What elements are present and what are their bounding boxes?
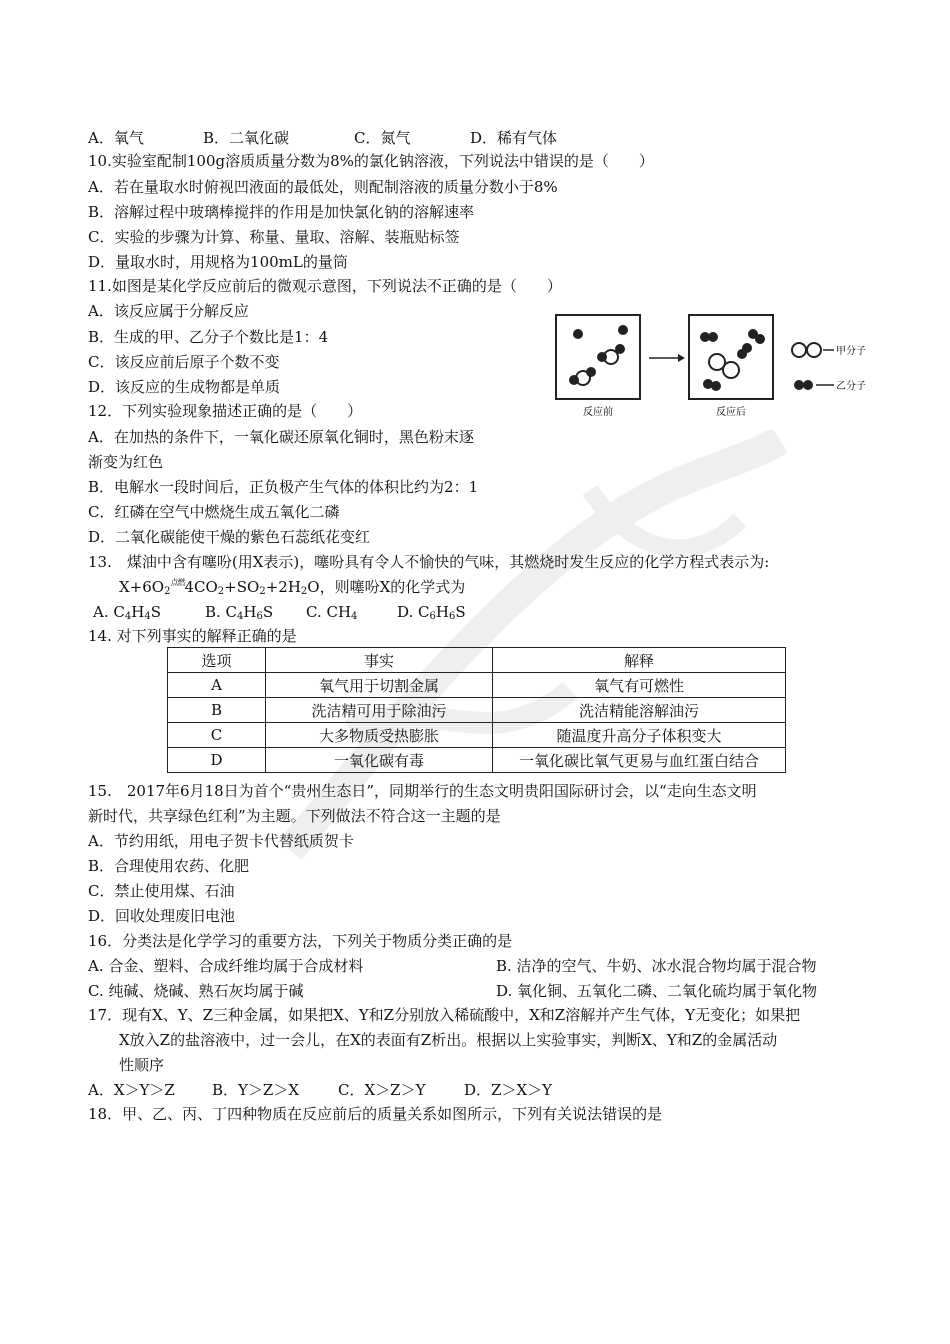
q10-option-c: C．实验的步骤为计算、称量、量取、溶解、装瓶贴标签 bbox=[88, 228, 460, 246]
q16-option-a: A. 合金、塑料、合成纤维均属于合成材料 bbox=[88, 957, 364, 975]
eq-condition: 点燃 bbox=[170, 578, 185, 587]
q9-option-b: B．二氧化碳 bbox=[203, 129, 290, 147]
table-cell: A bbox=[168, 673, 266, 698]
q11-option-c: C．该反应前后原子个数不变 bbox=[88, 353, 280, 371]
q16-option-b: B. 洁净的空气、牛奶、冰水混合物均属于混合物 bbox=[496, 957, 817, 975]
q16-stem: 16．分类法是化学学习的重要方法，下列关于物质分类正确的是 bbox=[88, 932, 513, 950]
table-cell: 一氧化碳比氧气更易与血红蛋白结合 bbox=[493, 748, 786, 773]
legend-a-molecule bbox=[792, 343, 834, 357]
table-header-row bbox=[168, 648, 786, 673]
q15-option-c: C．禁止使用煤、石油 bbox=[88, 882, 235, 900]
q10-option-b: B．溶解过程中玻璃棒搅拌的作用是加快氯化钠的溶解速率 bbox=[88, 203, 475, 221]
q13-option-d: D. $C_6H_6S$ bbox=[397, 603, 466, 622]
q17-option-c: C．X＞Z＞Y bbox=[338, 1081, 426, 1099]
q10-stem: 10.实验室配制100g溶质质量分数为8%的氯化钠溶液，下列说法中错误的是（ ） bbox=[88, 152, 654, 170]
q17-option-a: A．X＞Y＞Z bbox=[88, 1081, 175, 1099]
q11-option-a: A．该反应属于分解反应 bbox=[88, 302, 249, 320]
q15-option-d: D．回收处理废旧电池 bbox=[88, 907, 236, 925]
table-cell: C bbox=[168, 723, 266, 748]
table-cell: 氧气用于切割金属 bbox=[266, 673, 493, 698]
eq-tail: 则噻吩X的化学式为 bbox=[334, 578, 466, 596]
q11-option-d: D．该反应的生成物都是单质 bbox=[88, 378, 281, 396]
q17-stem-line3: 性顺序 bbox=[119, 1056, 165, 1074]
table-cell: 洗洁精可用于除油污 bbox=[266, 698, 493, 723]
legend-b-molecule bbox=[794, 380, 834, 390]
table-cell: B bbox=[168, 698, 266, 723]
q13-option-b: B. $C_4H_6S$ bbox=[205, 603, 274, 622]
table-row bbox=[168, 673, 786, 698]
eq-right: 4CO bbox=[184, 578, 218, 596]
table-cell: 大多物质受热膨胀 bbox=[266, 723, 493, 748]
q12-stem: 12．下列实验现象描述正确的是（ ） bbox=[88, 402, 363, 420]
reaction-diagram bbox=[553, 312, 893, 424]
table-cell: 氧气有可燃性 bbox=[493, 673, 786, 698]
q10-option-a: A．若在量取水时俯视凹液面的最低处，则配制溶液的质量分数小于8% bbox=[88, 178, 558, 196]
q15-option-b: B．合理使用农药、化肥 bbox=[88, 857, 250, 875]
q17-stem-line2: X放入Z的盐溶液中，过一会儿，在X的表面有Z析出。根据以上实验事实，判断X、Y和Z的金属活动 bbox=[119, 1031, 778, 1049]
reaction-arrow bbox=[649, 354, 685, 362]
q11-stem: 11.如图是某化学反应前后的微观示意图，下列说法不正确的是（ ） bbox=[88, 277, 562, 295]
reaction-after-box bbox=[689, 315, 773, 399]
table-cell: 洗洁精能溶解油污 bbox=[493, 698, 786, 723]
q12-option-d: D．二氧化碳能使干燥的紫色石蕊纸花变红 bbox=[88, 528, 371, 546]
q9-option-a: A．氧气 bbox=[88, 129, 144, 147]
q15-stem-line1: 15. 2017年6月18日为首个“贵州生态日”，同期举行的生态文明贵阳国际研讨会，以“走向生态文明 bbox=[88, 782, 757, 800]
q15-stem-line2: 新时代，共享绿色红利”为主题。下列做法不符合这一主题的是 bbox=[88, 807, 501, 825]
eq-left: X+6O bbox=[119, 578, 165, 596]
legend-a-label: 甲分子 bbox=[836, 346, 866, 357]
q16-option-c: C. 纯碱、烧碱、熟石灰均属于碱 bbox=[88, 982, 304, 1000]
q12-option-b: B．电解水一段时间后，正负极产生气体的体积比约为2：1 bbox=[88, 478, 479, 496]
q15-option-a: A．节约用纸，用电子贺卡代替纸质贺卡 bbox=[88, 832, 354, 850]
table-row bbox=[168, 723, 786, 748]
q16-option-d: D. 氧化铜、五氧化二磷、二氧化硫均属于氧化物 bbox=[496, 982, 818, 1000]
q9-option-d: D．稀有气体 bbox=[470, 129, 558, 147]
q17-option-b: B．Y＞Z＞X bbox=[212, 1081, 300, 1099]
q12-option-a-line2: 渐变为红色 bbox=[88, 453, 164, 471]
table-header: 选项 bbox=[168, 648, 266, 673]
q12-option-c: C．红磷在空气中燃烧生成五氧化二磷 bbox=[88, 503, 340, 521]
q13-equation: $X+6O_2^{点燃}4CO_2+SO_2+2H_2O$，则噻吩X的化学式为 bbox=[119, 578, 466, 597]
q10-option-d: D．量取水时，用规格为100mL的量筒 bbox=[88, 253, 348, 271]
q13-stem: 13. 煤油中含有噻吩(用X表示)，噻吩具有令人不愉快的气味，其燃烧时发生反应的化学方程式表示为: bbox=[88, 553, 770, 571]
q17-option-d: D．Z＞X＞Y bbox=[464, 1081, 553, 1099]
q12-option-a-line1: A．在加热的条件下，一氧化碳还原氧化铜时，黑色粉末逐 bbox=[88, 428, 474, 446]
q9-option-c: C．氮气 bbox=[354, 129, 411, 147]
q13-option-c: C. $CH_4$ bbox=[306, 603, 358, 622]
q17-stem-line1: 17．现有X、Y、Z三种金属，如果把X、Y和Z分别放入稀硫酸中，X和Z溶解并产生气体，Y无变化；如果把 bbox=[88, 1006, 801, 1024]
table-cell: 一氧化碳有毒 bbox=[266, 748, 493, 773]
legend-b-label: 乙分子 bbox=[836, 381, 866, 392]
table-header: 解释 bbox=[493, 648, 786, 673]
q13-option-a: A. $C_4H_4S$ bbox=[93, 603, 161, 622]
table-row bbox=[168, 698, 786, 723]
q14-stem: 14. 对下列事实的解释正确的是 bbox=[88, 627, 297, 645]
reaction-before-box bbox=[556, 315, 640, 399]
label-after: 反应后 bbox=[716, 407, 746, 418]
q18-stem: 18．甲、乙、丙、丁四种物质在反应前后的质量关系如图所示，下列有关说法错误的是 bbox=[88, 1105, 663, 1123]
table-cell: D bbox=[168, 748, 266, 773]
facts-table bbox=[167, 647, 786, 773]
q11-option-b: B．生成的甲、乙分子个数比是1：4 bbox=[88, 328, 329, 346]
table-cell: 随温度升高分子体积变大 bbox=[493, 723, 786, 748]
table-header: 事实 bbox=[266, 648, 493, 673]
table-row bbox=[168, 748, 786, 773]
label-before: 反应前 bbox=[583, 407, 613, 418]
